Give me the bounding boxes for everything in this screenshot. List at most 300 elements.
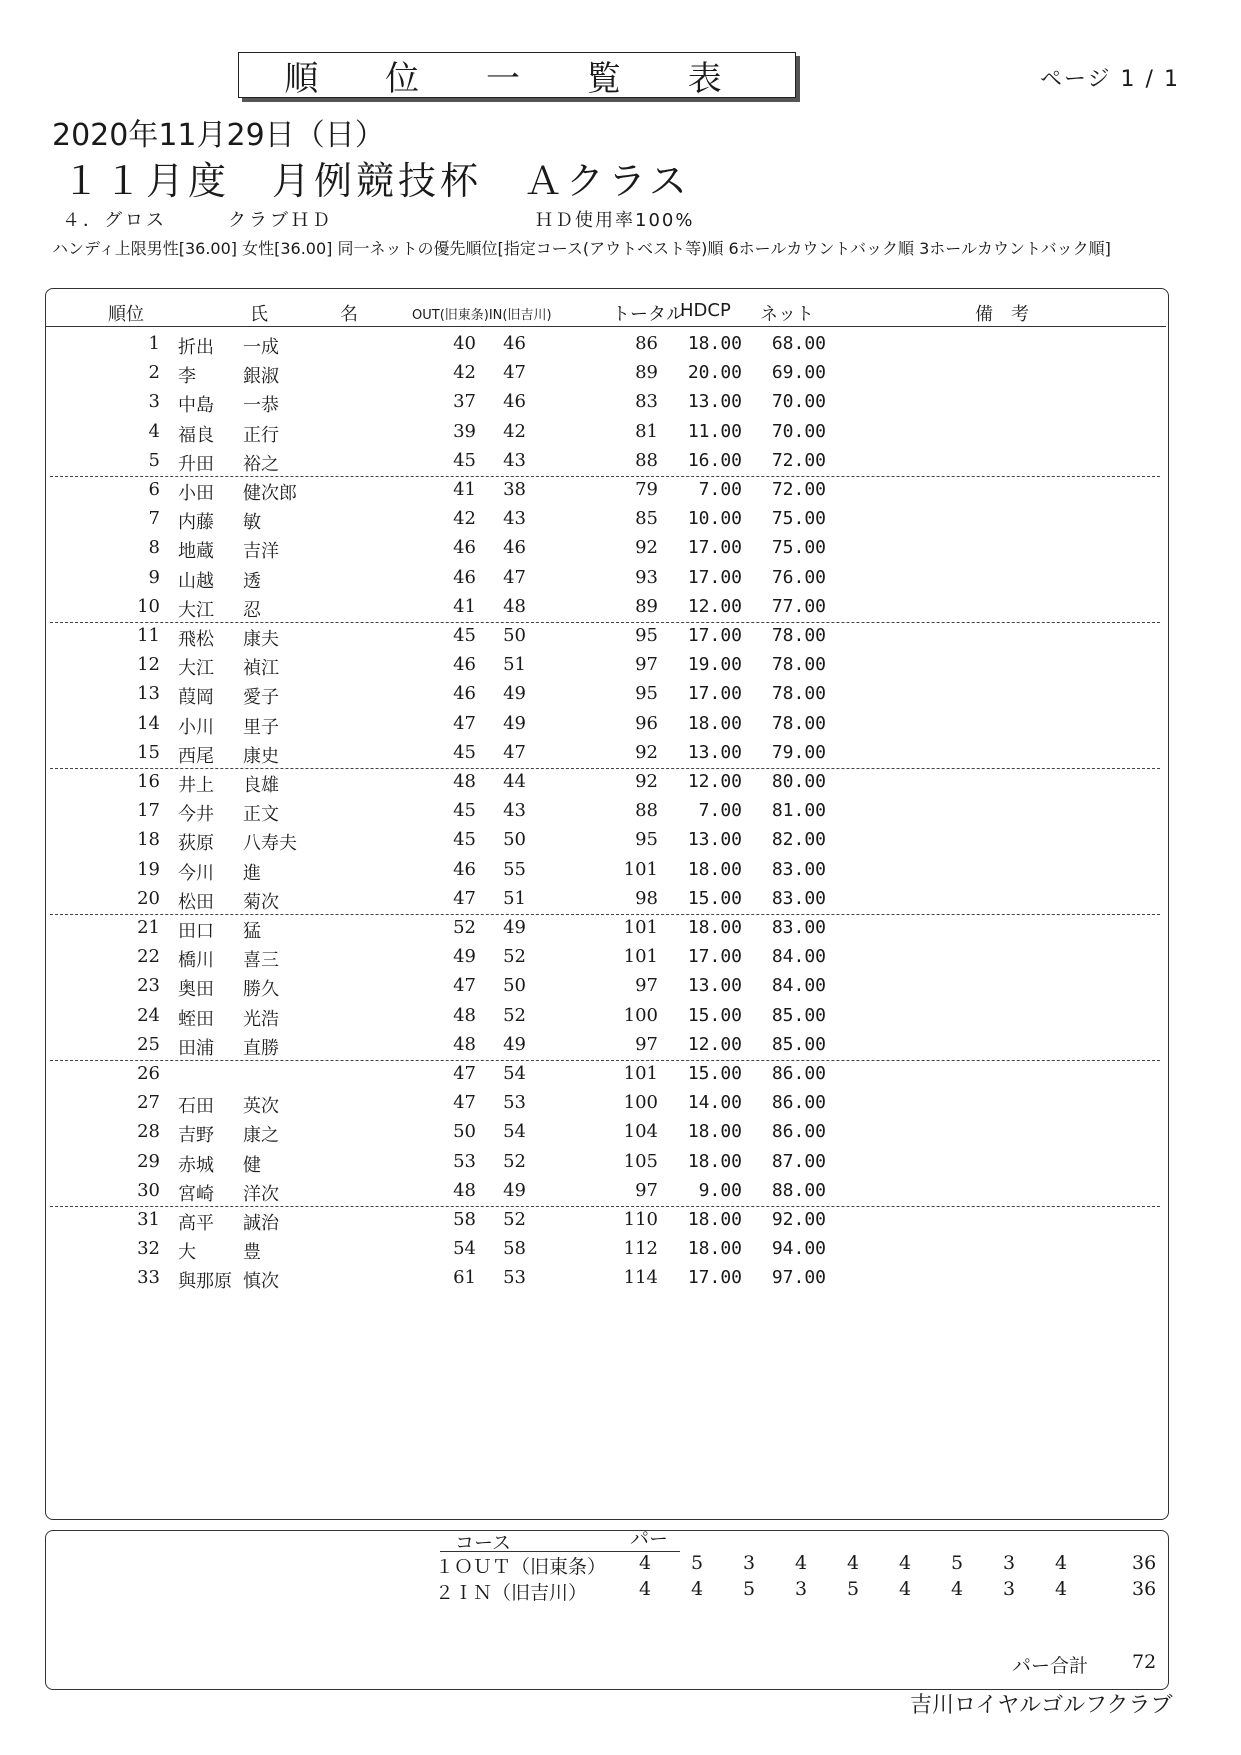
total-score-cell: 89 — [635, 595, 658, 617]
in-score-cell: 52 — [503, 1004, 526, 1026]
in-score-cell: 58 — [503, 1238, 526, 1260]
given-name-cell: 菊次 — [243, 891, 279, 913]
surname-cell: 中島 — [178, 395, 214, 417]
rank-cell: 20 — [137, 887, 160, 909]
net-score-cell: 87.00 — [771, 1150, 826, 1172]
table-row — [0, 1238, 1241, 1267]
surname-cell: 荻原 — [178, 833, 214, 855]
surname-cell: 松田 — [178, 891, 214, 913]
net-score-cell: 70.00 — [771, 391, 826, 413]
total-score-cell: 95 — [635, 625, 658, 646]
total-score-cell: 97 — [635, 975, 658, 997]
table-row — [0, 333, 1241, 362]
table-row — [0, 362, 1241, 391]
given-name-cell: 八寿夫 — [243, 833, 297, 855]
handicap-cell: 18.00 — [687, 1150, 742, 1172]
total-score-cell: 81 — [635, 420, 658, 442]
out-score-cell: 47 — [453, 975, 476, 997]
table-row — [0, 450, 1241, 479]
hole-par: 5 — [950, 1552, 964, 1574]
rank-cell: 1 — [148, 333, 160, 354]
rank-cell: 5 — [148, 449, 160, 471]
rank-cell: 4 — [148, 420, 160, 442]
surname-cell: 今川 — [178, 862, 214, 884]
out-score-cell: 37 — [453, 391, 476, 413]
out-score-cell: 42 — [453, 508, 476, 530]
out-score-cell: 47 — [453, 1092, 476, 1114]
given-name-cell: 透 — [243, 570, 261, 592]
net-score-cell: 77.00 — [771, 595, 826, 617]
hole-par: 3 — [794, 1578, 808, 1600]
surname-cell: 石田 — [178, 1096, 214, 1118]
net-score-cell: 72.00 — [771, 479, 826, 500]
total-score-cell: 101 — [623, 917, 658, 938]
out-score-cell: 47 — [453, 1063, 476, 1084]
surname-cell: 橋川 — [178, 950, 214, 972]
total-score-cell: 85 — [635, 508, 658, 530]
rank-cell: 15 — [137, 741, 160, 763]
hole-par: 4 — [1054, 1552, 1068, 1574]
in-score-cell: 51 — [503, 654, 526, 676]
in-score-cell: 46 — [503, 333, 526, 354]
tiebreak-rules: ハンディ上限男性[36.00] 女性[36.00] 同一ネットの優先順位[指定コース(アウトベスト等)順 6ホールカウントバック順 3ホールカウントバック順] — [52, 239, 1111, 258]
group-divider — [50, 768, 1160, 769]
total-score-cell: 88 — [635, 449, 658, 471]
given-name-cell: 洋次 — [243, 1183, 279, 1205]
out-score-cell: 45 — [453, 625, 476, 646]
table-row — [0, 1209, 1241, 1238]
net-score-cell: 76.00 — [771, 566, 826, 588]
net-score-cell: 81.00 — [771, 800, 826, 822]
group-divider — [50, 914, 1160, 915]
handicap-cell: 9.00 — [698, 1179, 742, 1201]
net-score-cell: 78.00 — [771, 683, 826, 705]
table-row — [0, 859, 1241, 888]
given-name-cell: 正文 — [243, 804, 279, 826]
out-score-cell: 46 — [453, 566, 476, 588]
given-name-cell: 進 — [243, 862, 261, 884]
in-score-cell: 46 — [503, 537, 526, 559]
net-score-cell: 78.00 — [771, 625, 826, 646]
total-score-cell: 105 — [623, 1150, 658, 1172]
rank-cell: 10 — [137, 595, 160, 617]
given-name-cell: 康夫 — [243, 629, 279, 650]
surname-cell: 李 — [178, 366, 196, 388]
in-score-cell: 42 — [503, 420, 526, 442]
in-score-cell: 53 — [503, 1092, 526, 1114]
out-score-cell: 48 — [453, 1179, 476, 1201]
table-row — [0, 742, 1241, 771]
handicap-cell: 18.00 — [687, 333, 742, 354]
out-score-cell: 45 — [453, 741, 476, 763]
table-row — [0, 713, 1241, 742]
in-score-cell: 49 — [503, 712, 526, 734]
table-row — [0, 888, 1241, 917]
net-score-cell: 84.00 — [771, 946, 826, 968]
surname-cell: 西尾 — [178, 745, 214, 767]
course-name: １ＯＵＴ（旧東条） — [435, 1556, 607, 1578]
hole-par: 5 — [846, 1578, 860, 1600]
net-score-cell: 80.00 — [771, 771, 826, 792]
out-score-cell: 47 — [453, 712, 476, 734]
in-score-cell: 49 — [503, 917, 526, 938]
given-name-cell: 正行 — [243, 424, 279, 446]
given-name-cell: 良雄 — [243, 775, 279, 796]
surname-cell: 赤城 — [178, 1154, 214, 1176]
surname-cell: 小川 — [178, 716, 214, 738]
handicap-cell: 15.00 — [687, 887, 742, 909]
out-score-cell: 48 — [453, 1004, 476, 1026]
par-total-value: 72 — [1132, 1651, 1157, 1673]
col-name-1: 氏 — [250, 304, 268, 325]
group-divider — [50, 622, 1160, 623]
table-row — [0, 1092, 1241, 1121]
out-score-cell: 45 — [453, 829, 476, 851]
total-score-cell: 88 — [635, 800, 658, 822]
net-score-cell: 78.00 — [771, 712, 826, 734]
out-score-cell: 52 — [453, 917, 476, 938]
in-score-cell: 47 — [503, 741, 526, 763]
net-score-cell: 83.00 — [771, 917, 826, 938]
out-score-cell: 48 — [453, 771, 476, 792]
in-score-cell: 43 — [503, 449, 526, 471]
net-score-cell: 78.00 — [771, 654, 826, 676]
handicap-cell: 11.00 — [687, 420, 742, 442]
total-score-cell: 104 — [623, 1121, 658, 1143]
col-hdcp: HDCP — [680, 300, 731, 321]
in-score-cell: 50 — [503, 975, 526, 997]
given-name-cell: 一恭 — [243, 395, 279, 417]
given-name-cell: 愛子 — [243, 687, 279, 709]
table-row — [0, 1034, 1241, 1063]
total-score-cell: 95 — [635, 683, 658, 705]
handicap-cell: 13.00 — [687, 829, 742, 851]
in-score-cell: 51 — [503, 887, 526, 909]
total-score-cell: 112 — [623, 1238, 658, 1260]
hole-par: 4 — [794, 1552, 808, 1574]
handicap-cell: 12.00 — [687, 771, 742, 792]
handicap-cell: 17.00 — [687, 566, 742, 588]
surname-cell: 今井 — [178, 804, 214, 826]
handicap-cell: 18.00 — [687, 1209, 742, 1230]
total-score-cell: 98 — [635, 887, 658, 909]
handicap-cell: 12.00 — [687, 595, 742, 617]
in-score-cell: 52 — [503, 946, 526, 968]
given-name-cell: 喜三 — [243, 950, 279, 972]
col-name-2: 名 — [340, 304, 358, 325]
handicap-cell: 15.00 — [687, 1063, 742, 1084]
event-date: 2020年11月29日（日） — [52, 118, 385, 153]
surname-cell: 蛭田 — [178, 1008, 214, 1030]
total-score-cell: 92 — [635, 771, 658, 792]
table-row — [0, 771, 1241, 800]
hole-par: 4 — [638, 1552, 652, 1574]
table-row — [0, 1121, 1241, 1150]
total-score-cell: 110 — [623, 1209, 658, 1230]
hole-par: 4 — [898, 1552, 912, 1574]
surname-cell: 大 — [178, 1242, 196, 1264]
in-score-cell: 55 — [503, 858, 526, 880]
out-score-cell: 50 — [453, 1121, 476, 1143]
total-score-cell: 100 — [623, 1004, 658, 1026]
table-row — [0, 829, 1241, 858]
table-row — [0, 479, 1241, 508]
surname-cell: 田口 — [178, 921, 214, 942]
handicap-cell: 17.00 — [687, 625, 742, 646]
table-row — [0, 391, 1241, 420]
net-score-cell: 86.00 — [771, 1063, 826, 1084]
in-score-cell: 54 — [503, 1063, 526, 1084]
in-score-cell: 47 — [503, 566, 526, 588]
given-name-cell: 里子 — [243, 716, 279, 738]
handicap-rate: ＨＤ使用率100% — [535, 210, 695, 231]
rank-cell: 32 — [137, 1238, 160, 1260]
surname-cell: 吉野 — [178, 1125, 214, 1147]
in-score-cell: 47 — [503, 362, 526, 384]
hole-par: 4 — [638, 1578, 652, 1600]
net-score-cell: 85.00 — [771, 1004, 826, 1026]
surname-cell: 井上 — [178, 775, 214, 796]
surname-cell: 與那原 — [178, 1271, 232, 1293]
rank-cell: 6 — [148, 479, 160, 500]
total-score-cell: 93 — [635, 566, 658, 588]
rank-cell: 26 — [137, 1063, 160, 1084]
given-name-cell: 英次 — [243, 1096, 279, 1118]
surname-cell: 葭岡 — [178, 687, 214, 709]
rank-cell: 17 — [137, 800, 160, 822]
given-name-cell: 忍 — [243, 599, 261, 621]
handicap-cell: 13.00 — [687, 975, 742, 997]
out-score-cell: 48 — [453, 1033, 476, 1055]
table-row — [0, 421, 1241, 450]
in-score-cell: 46 — [503, 391, 526, 413]
rank-cell: 2 — [148, 362, 160, 384]
given-name-cell: 猛 — [243, 921, 261, 942]
given-name-cell: 裕之 — [243, 453, 279, 475]
given-name-cell: 誠治 — [243, 1213, 279, 1234]
rank-cell: 8 — [148, 537, 160, 559]
col-out-in: OUT(旧東条)IN(旧吉川) — [412, 308, 552, 323]
in-score-cell: 50 — [503, 625, 526, 646]
hole-par: 4 — [950, 1578, 964, 1600]
given-name-cell: 健 — [243, 1154, 261, 1176]
table-row — [0, 567, 1241, 596]
in-score-cell: 49 — [503, 1033, 526, 1055]
out-score-cell: 58 — [453, 1209, 476, 1230]
net-score-cell: 88.00 — [771, 1179, 826, 1201]
table-row — [0, 654, 1241, 683]
surname-cell: 高平 — [178, 1213, 214, 1234]
given-name-cell: 吉洋 — [243, 541, 279, 563]
hole-par: 3 — [1002, 1552, 1016, 1574]
total-score-cell: 89 — [635, 362, 658, 384]
out-score-cell: 46 — [453, 683, 476, 705]
rank-cell: 31 — [137, 1209, 160, 1230]
rank-cell: 13 — [137, 683, 160, 705]
handicap-cell: 12.00 — [687, 1033, 742, 1055]
surname-cell: 内藤 — [178, 512, 214, 534]
rank-cell: 27 — [137, 1092, 160, 1114]
total-score-cell: 97 — [635, 1179, 658, 1201]
total-score-cell: 100 — [623, 1092, 658, 1114]
surname-cell: 升田 — [178, 453, 214, 475]
table-row — [0, 625, 1241, 654]
total-score-cell: 86 — [635, 333, 658, 354]
table-row — [0, 800, 1241, 829]
hole-par: 4 — [1054, 1578, 1068, 1600]
course-par-total: 36 — [1132, 1552, 1157, 1574]
surname-cell: 福良 — [178, 424, 214, 446]
given-name-cell: 慎次 — [243, 1271, 279, 1293]
net-score-cell: 72.00 — [771, 449, 826, 471]
table-row — [0, 1180, 1241, 1209]
surname-cell: 小田 — [178, 483, 214, 504]
handicap-cell: 18.00 — [687, 1238, 742, 1260]
net-score-cell: 83.00 — [771, 858, 826, 880]
hole-par: 4 — [898, 1578, 912, 1600]
in-score-cell: 43 — [503, 800, 526, 822]
handicap-cell: 14.00 — [687, 1092, 742, 1114]
rank-cell: 33 — [137, 1267, 160, 1289]
surname-cell: 折出 — [178, 337, 214, 358]
net-score-cell: 84.00 — [771, 975, 826, 997]
out-score-cell: 47 — [453, 887, 476, 909]
in-score-cell: 49 — [503, 683, 526, 705]
handicap-cell: 13.00 — [687, 391, 742, 413]
rank-cell: 16 — [137, 771, 160, 792]
total-score-cell: 97 — [635, 654, 658, 676]
handicap-cell: 17.00 — [687, 683, 742, 705]
course-par-total: 36 — [1132, 1578, 1157, 1600]
handicap-cell: 18.00 — [687, 917, 742, 938]
net-score-cell: 92.00 — [771, 1209, 826, 1230]
table-row — [0, 683, 1241, 712]
rank-cell: 7 — [148, 508, 160, 530]
rank-cell: 14 — [137, 712, 160, 734]
course-header: コース — [455, 1532, 512, 1554]
net-score-cell: 75.00 — [771, 537, 826, 559]
net-score-cell: 86.00 — [771, 1092, 826, 1114]
in-score-cell: 52 — [503, 1150, 526, 1172]
total-score-cell: 95 — [635, 829, 658, 851]
in-score-cell: 44 — [503, 771, 526, 792]
col-rank: 順位 — [108, 304, 144, 325]
total-score-cell: 83 — [635, 391, 658, 413]
handicap-cell: 18.00 — [687, 1121, 742, 1143]
in-score-cell: 38 — [503, 479, 526, 500]
net-score-cell: 75.00 — [771, 508, 826, 530]
course-row — [0, 1552, 1241, 1580]
hole-par: 3 — [1002, 1578, 1016, 1600]
given-name-cell: 豊 — [243, 1242, 261, 1264]
net-score-cell: 94.00 — [771, 1238, 826, 1260]
handicap-cell: 15.00 — [687, 1004, 742, 1026]
group-divider — [50, 1060, 1160, 1061]
rank-cell: 24 — [137, 1004, 160, 1026]
out-score-cell: 41 — [453, 479, 476, 500]
surname-cell: 奥田 — [178, 979, 214, 1001]
table-row — [0, 1151, 1241, 1180]
given-name-cell: 健次郎 — [243, 483, 297, 504]
in-score-cell: 48 — [503, 595, 526, 617]
surname-cell: 大江 — [178, 658, 214, 680]
net-score-cell: 69.00 — [771, 362, 826, 384]
rank-cell: 21 — [137, 917, 160, 938]
surname-cell: 大江 — [178, 599, 214, 621]
rank-cell: 19 — [137, 858, 160, 880]
rank-cell: 12 — [137, 654, 160, 676]
header-divider — [46, 326, 1166, 327]
net-score-cell: 85.00 — [771, 1033, 826, 1055]
out-score-cell: 45 — [453, 449, 476, 471]
surname-cell: 飛松 — [178, 629, 214, 650]
net-score-cell: 86.00 — [771, 1121, 826, 1143]
rank-cell: 18 — [137, 829, 160, 851]
par-header: パー — [630, 1528, 669, 1550]
out-score-cell: 46 — [453, 858, 476, 880]
scoring-type: ４．グロス — [62, 210, 167, 231]
given-name-cell: 直勝 — [243, 1037, 279, 1059]
handicap-cell: 16.00 — [687, 449, 742, 471]
given-name-cell: 銀淑 — [243, 366, 279, 388]
net-score-cell: 70.00 — [771, 420, 826, 442]
total-score-cell: 96 — [635, 712, 658, 734]
hole-par: 4 — [846, 1552, 860, 1574]
rank-cell: 29 — [137, 1150, 160, 1172]
handicap-cell: 10.00 — [687, 508, 742, 530]
rank-cell: 25 — [137, 1033, 160, 1055]
table-row — [0, 946, 1241, 975]
page-number: ページ 1 / 1 — [1040, 67, 1180, 92]
out-score-cell: 39 — [453, 420, 476, 442]
club-name: 吉川ロイヤルゴルフクラブ — [910, 1693, 1173, 1718]
col-remarks: 備 考 — [975, 304, 1029, 325]
net-score-cell: 97.00 — [771, 1267, 826, 1289]
in-score-cell: 53 — [503, 1267, 526, 1289]
table-row — [0, 596, 1241, 625]
out-score-cell: 45 — [453, 800, 476, 822]
hole-par: 3 — [742, 1552, 756, 1574]
total-score-cell: 101 — [623, 858, 658, 880]
rank-cell: 11 — [137, 625, 160, 646]
event-name: １１月度 月例競技杯 Ａクラス — [62, 159, 691, 203]
rank-cell: 3 — [148, 391, 160, 413]
course-row — [0, 1578, 1241, 1606]
out-score-cell: 40 — [453, 333, 476, 354]
table-row — [0, 1005, 1241, 1034]
given-name-cell: 一成 — [243, 337, 279, 358]
in-score-cell: 52 — [503, 1209, 526, 1230]
net-score-cell: 83.00 — [771, 887, 826, 909]
out-score-cell: 61 — [453, 1267, 476, 1289]
total-score-cell: 114 — [623, 1267, 658, 1289]
table-row — [0, 917, 1241, 946]
in-score-cell: 49 — [503, 1179, 526, 1201]
table-row — [0, 1063, 1241, 1092]
col-total: トータル — [612, 304, 684, 325]
handicap-cell: 17.00 — [687, 1267, 742, 1289]
total-score-cell: 97 — [635, 1033, 658, 1055]
given-name-cell: 禎江 — [243, 658, 279, 680]
surname-cell: 山越 — [178, 570, 214, 592]
par-total-label: パー合計 — [1012, 1655, 1089, 1677]
total-score-cell: 79 — [635, 479, 658, 500]
handicap-type: クラブＨＤ — [228, 210, 333, 231]
net-score-cell: 82.00 — [771, 829, 826, 851]
col-net: ネット — [760, 304, 814, 325]
rank-cell: 23 — [137, 975, 160, 997]
handicap-cell: 17.00 — [687, 537, 742, 559]
